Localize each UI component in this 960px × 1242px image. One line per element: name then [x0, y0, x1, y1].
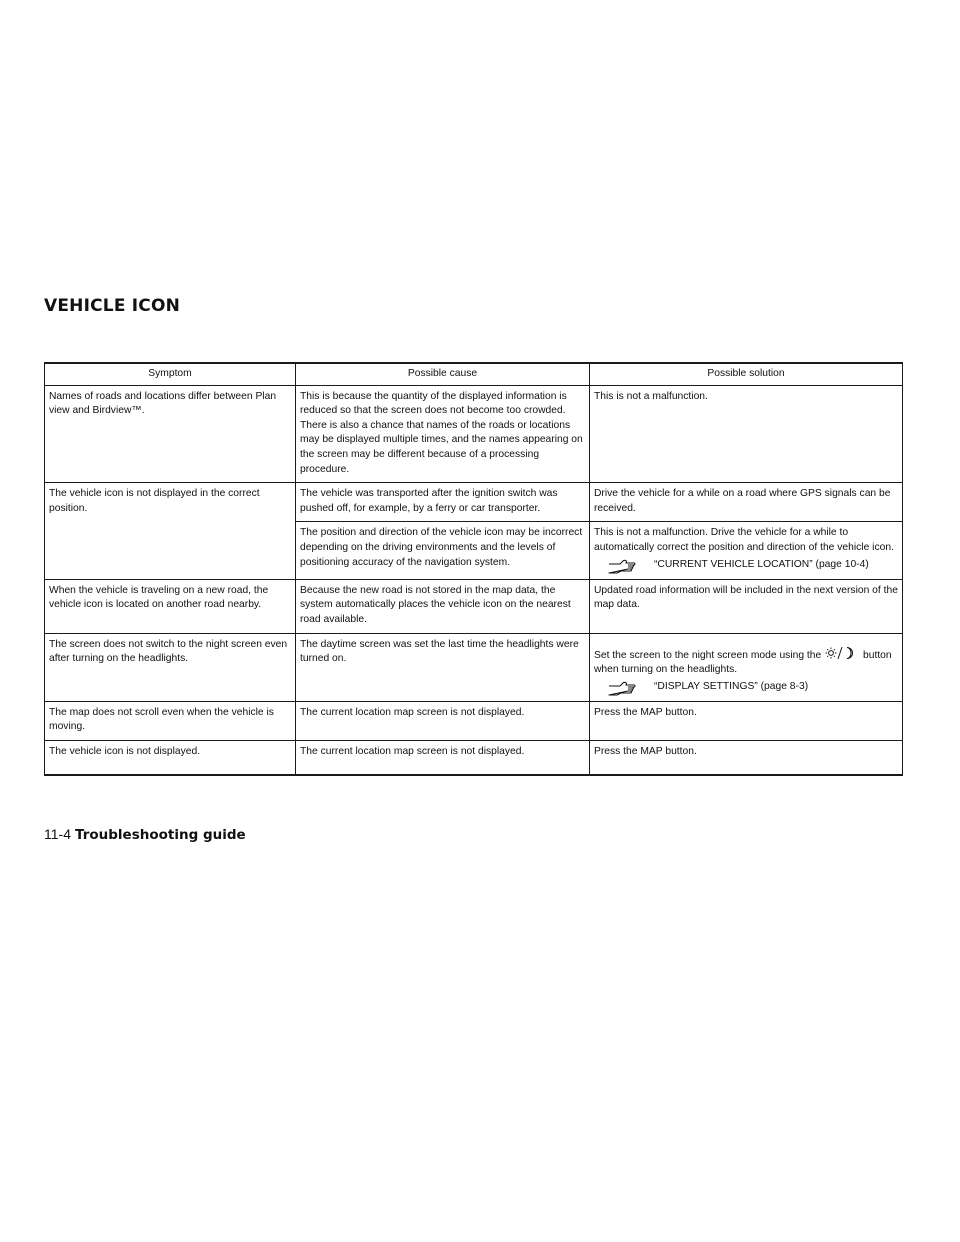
- symptom-cell: The vehicle icon is not displayed.: [45, 740, 296, 774]
- cause-cell: Because the new road is not stored in the map data, the system automatically places the vehicle icon on the nearest road available.: [296, 579, 590, 633]
- solution-cell: [590, 633, 903, 701]
- solution-cell: Press the MAP button.: [590, 701, 903, 740]
- cause-cell: The current location map screen is not displayed.: [296, 701, 590, 740]
- cause-cell: The daytime screen was set the last time the headlights were turned on.: [296, 633, 590, 701]
- reference-line: [594, 558, 898, 574]
- symptom-cell: The screen does not switch to the night screen even after turning on the headlights.: [45, 633, 296, 701]
- solution-cell: Drive the vehicle for a while on a road where GPS signals can be received.: [590, 483, 903, 522]
- table-row: [45, 633, 903, 701]
- table-header-row: [45, 363, 903, 385]
- solution-text: This is not a malfunction. Drive the vehicle for a while to automatically correct the position and direction of the vehicle icon.: [594, 527, 894, 554]
- chapter-title: Troubleshooting guide: [74, 827, 246, 843]
- reference-text: “DISPLAY SETTINGS” (page 8-3): [654, 681, 809, 693]
- cause-cell: This is because the quantity of the displayed information is reduced so that the screen does not become too crowded. There is also a chance that names of the roads or locations may be displayed multiple times, and the names appearing on the screen may be different because of a processing procedure.: [296, 385, 590, 483]
- section-title: VEHICLE ICON: [44, 296, 181, 316]
- header-possible-solution: Possible solution: [590, 363, 903, 385]
- symptom-cell: The map does not scroll even when the vehicle is moving.: [45, 701, 296, 740]
- symptom-cell: When the vehicle is traveling on a new road, the vehicle icon is located on another road nearby.: [45, 579, 296, 633]
- header-symptom: Symptom: [45, 363, 296, 385]
- solution-cell: Updated road information will be included in the next version of the map data.: [590, 579, 903, 633]
- table-row: [45, 385, 903, 483]
- solution-text-after: button when turning on the headlights.: [594, 649, 892, 676]
- solution-cell: [590, 522, 903, 579]
- pointing-hand-icon: [608, 680, 636, 696]
- header-possible-cause: Possible cause: [296, 363, 590, 385]
- page-footer: [44, 826, 246, 843]
- cause-cell: The vehicle was transported after the ignition switch was pushed off, for example, by a ferry or car transporter.: [296, 483, 590, 522]
- table-row: [45, 579, 903, 633]
- symptom-cell: The vehicle icon is not displayed in the correct position.: [45, 483, 296, 579]
- cause-cell: The position and direction of the vehicle icon may be incorrect depending on the driving environments and the levels of positioning accuracy of the navigation system.: [296, 522, 590, 579]
- solution-text-before: Set the screen to the night screen mode using the: [594, 649, 822, 661]
- troubleshooting-table: [44, 362, 903, 776]
- pointing-hand-icon: [608, 558, 636, 574]
- table-row: [45, 740, 903, 774]
- cause-cell: The current location map screen is not displayed.: [296, 740, 590, 774]
- table-row: [45, 701, 903, 740]
- solution-cell: Press the MAP button.: [590, 740, 903, 774]
- solution-cell: This is not a malfunction.: [590, 385, 903, 483]
- reference-line: [594, 680, 898, 696]
- table-row: [45, 483, 903, 522]
- reference-text: “CURRENT VEHICLE LOCATION” (page 10-4): [654, 559, 869, 571]
- symptom-cell: Names of roads and locations differ between Plan view and Birdview™.: [45, 385, 296, 483]
- sun-moon-icon: [824, 646, 860, 660]
- page-number: 11-4: [44, 826, 71, 842]
- solution-text: [594, 646, 898, 678]
